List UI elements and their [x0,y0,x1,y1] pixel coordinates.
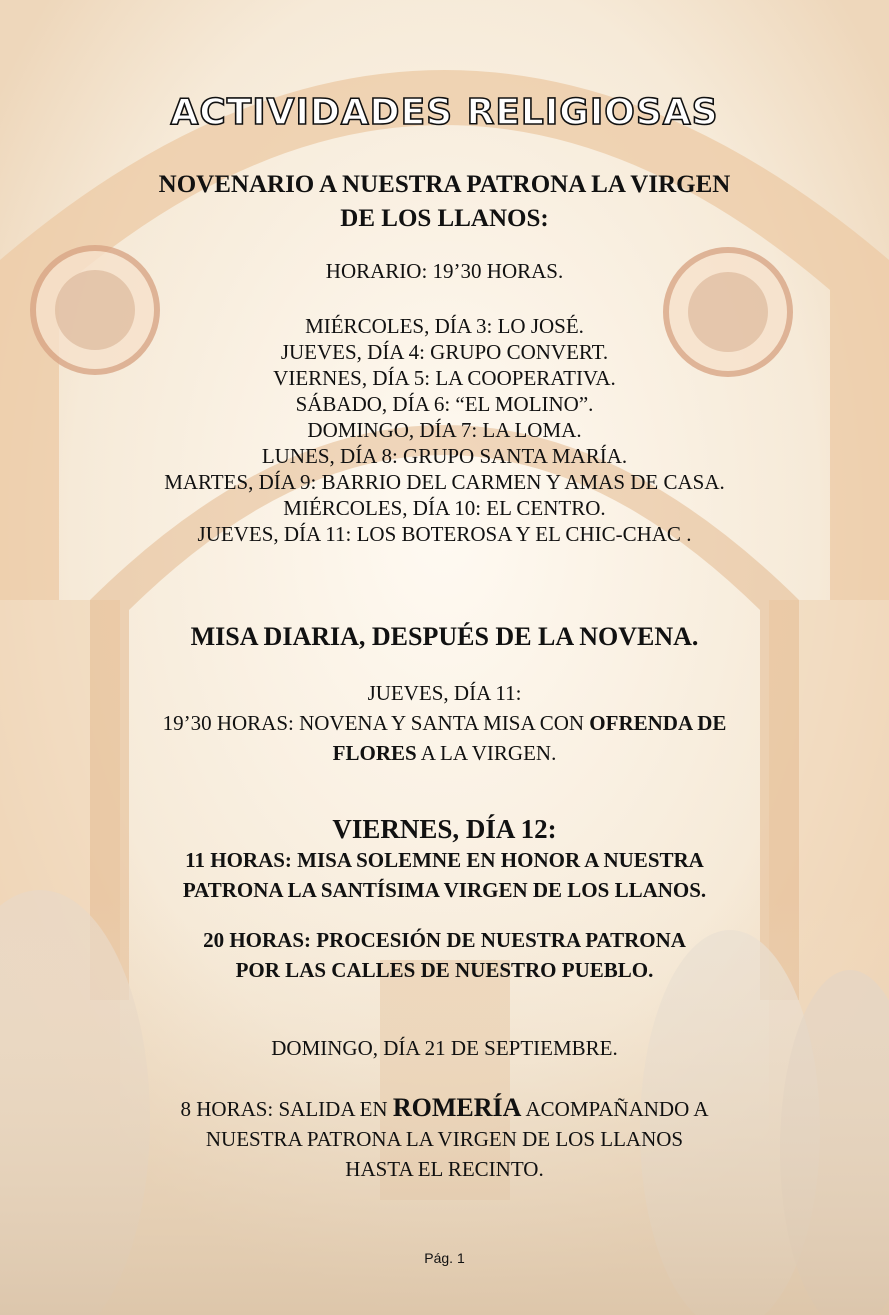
romeria-line: HASTA EL RECINTO. [345,1157,544,1181]
viernes-12-procesion [0,925,889,985]
jueves-11-text: 19’30 HORAS: NOVENA Y SANTA MISA CON [162,711,590,735]
list-item: MARTES, DÍA 9: BARRIO DEL CARMEN Y AMAS DE CASA. [164,470,725,494]
list-item: VIERNES, DÍA 5: LA COOPERATIVA. [273,366,616,390]
jueves-11-text: A LA VIRGEN. [416,741,557,765]
page-number: Pág. 1 [424,1250,465,1266]
jueves-11-line [0,708,889,738]
romeria-text: ACOMPAÑANDO A [521,1097,709,1121]
viernes-12-line: POR LAS CALLES DE NUESTRO PUEBLO. [235,958,654,982]
page-title: ACTIVIDADES RELIGIOSAS [170,92,719,133]
ofrenda-bold-text: OFRENDA DE [589,711,727,735]
list-item: DOMINGO, DÍA 7: LA LOMA. [307,418,582,442]
horario-text: HORARIO: 19’30 HORAS. [325,259,564,283]
list-item: SÁBADO, DÍA 6: “EL MOLINO”. [295,392,594,416]
novenario-heading [0,168,889,236]
jueves-11-section [0,678,889,768]
novenario-heading-line: NOVENARIO A NUESTRA PATRONA LA VIRGEN [158,171,731,198]
viernes-12-line: 11 HORAS: MISA SOLEMNE EN HONOR A NUESTRA [185,848,704,872]
list-item: MIÉRCOLES, DÍA 10: EL CENTRO. [283,496,606,520]
list-item: LUNES, DÍA 8: GRUPO SANTA MARÍA. [261,444,628,468]
list-item: MIÉRCOLES, DÍA 3: LO JOSÉ. [305,314,584,338]
novenario-heading-line: DE LOS LLANOS: [340,205,549,232]
viernes-12-heading: VIERNES, DÍA 12: [332,814,557,844]
viernes-12-line: PATRONA LA SANTÍSIMA VIRGEN DE LOS LLANOS. [182,878,707,902]
jueves-11-date: JUEVES, DÍA 11: [367,681,522,705]
romeria-line [0,1093,889,1124]
flores-bold-text: FLORES [332,741,417,765]
list-item: JUEVES, DÍA 4: GRUPO CONVERT. [280,340,609,364]
jueves-11-line [0,738,889,768]
domingo-21-section [0,1093,889,1184]
misa-heading: MISA DIARIA, DESPUÉS DE LA NOVENA. [190,622,699,651]
viernes-12-line: 20 HORAS: PROCESIÓN DE NUESTRA PATRONA [203,928,686,952]
romeria-bold-text: ROMERÍA [392,1093,522,1122]
novenario-days-list [0,313,889,547]
list-item: JUEVES, DÍA 11: LOS BOTEROSA Y EL CHIC-CHAC . [197,522,692,546]
domingo-21-date: DOMINGO, DÍA 21 DE SEPTIEMBRE. [271,1036,618,1060]
romeria-text: 8 HORAS: SALIDA EN [180,1097,393,1121]
romeria-line: NUESTRA PATRONA LA VIRGEN DE LOS LLANOS [205,1127,684,1151]
viernes-12-misa [0,845,889,905]
